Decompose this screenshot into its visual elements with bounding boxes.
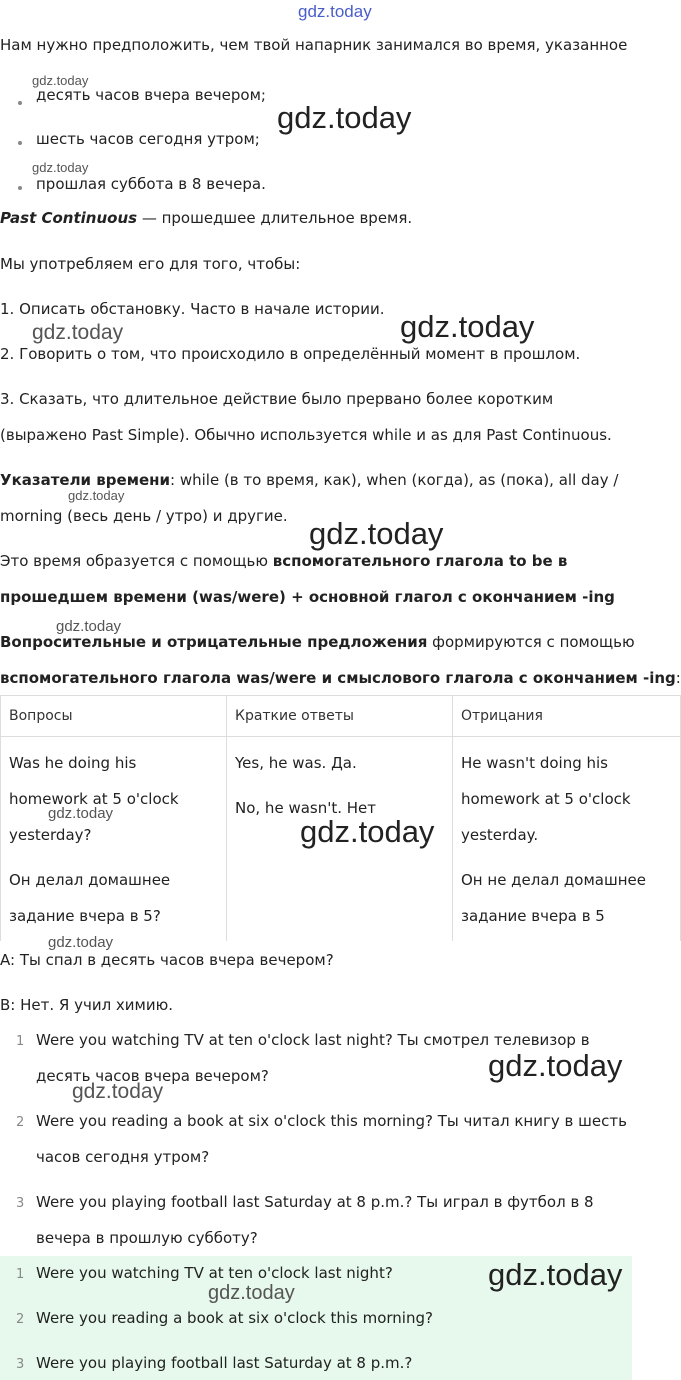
final-answer: Were you playing football last Saturday at 8 p.m.? bbox=[36, 1354, 413, 1372]
table-cell: yesterday. bbox=[461, 826, 539, 844]
dialog-line: B: Нет. Я учил химию. bbox=[0, 996, 174, 1014]
formation-line1 bbox=[0, 552, 567, 570]
intro-text: Нам нужно предположить, чем твой напарник занимался во время, указанное bbox=[0, 36, 628, 54]
watermark-small: gdz.today bbox=[68, 488, 125, 503]
usage-item: 3. Сказать, что длительное действие было прервано более коротким bbox=[0, 390, 554, 408]
watermark-small: gdz.today bbox=[48, 934, 114, 951]
watermark-small: gdz.today bbox=[56, 618, 122, 635]
table-cell: Он делал домашнее bbox=[9, 871, 171, 889]
bullet-icon bbox=[18, 186, 22, 190]
usage-intro: Мы употребляем его для того, чтобы: bbox=[0, 255, 301, 273]
qn-bold-line2: вспомогательного глагола was/were и смыслового глагола с окончанием -ing bbox=[0, 669, 676, 687]
watermark-large: gdz.today bbox=[488, 1048, 623, 1083]
answer-line: Were you watching TV at ten o'clock last night? Ты смотрел телевизор в bbox=[36, 1031, 590, 1049]
answer-line: десять часов вчера вечером? bbox=[36, 1067, 269, 1085]
watermark-small: gdz.today bbox=[32, 321, 124, 344]
list-number: 3 bbox=[16, 1196, 25, 1211]
questions-negatives-line1 bbox=[0, 633, 635, 651]
list-number: 1 bbox=[16, 1267, 25, 1282]
watermark-small: gdz.today bbox=[32, 160, 89, 175]
table-cell: Was he doing his bbox=[9, 754, 137, 772]
watermark-large: gdz.today bbox=[300, 814, 435, 849]
time-item: десять часов вчера вечером; bbox=[36, 86, 266, 104]
time-markers bbox=[0, 471, 618, 489]
watermark-large: gdz.today bbox=[400, 309, 535, 344]
markers-label: Указатели времени bbox=[0, 471, 171, 489]
list-number: 2 bbox=[16, 1312, 25, 1327]
table-cell: задание вчера в 5 bbox=[461, 907, 605, 925]
table-header: Отрицания bbox=[461, 708, 543, 724]
table-cell: задание вчера в 5? bbox=[9, 907, 161, 925]
definition-rest: — прошедшее длительное время. bbox=[137, 209, 413, 227]
qn-bold-start: Вопросительные и отрицательные предложения bbox=[0, 633, 428, 651]
final-answer: Were you watching TV at ten o'clock last night? bbox=[36, 1264, 393, 1282]
table-cell: No, he wasn't. Нет bbox=[235, 799, 377, 817]
table-divider bbox=[452, 695, 453, 941]
formation-line2: прошедшем времени (was/were) + основной глагол с окончанием -ing bbox=[0, 588, 615, 606]
watermark-large: gdz.today bbox=[309, 516, 444, 551]
usage-item: 2. Говорить о том, что происходило в определённый момент в прошлом. bbox=[0, 345, 581, 363]
watermark-large: gdz.today bbox=[277, 100, 412, 135]
bullet-icon bbox=[18, 141, 22, 145]
markers-line2: morning (весь день / утро) и другие. bbox=[0, 507, 288, 525]
table-divider bbox=[226, 695, 227, 941]
definition bbox=[0, 209, 412, 227]
formation-prefix: Это время образуется с помощью bbox=[0, 552, 273, 570]
final-answer: Were you reading a book at six o'clock this morning? bbox=[36, 1309, 433, 1327]
watermark-small: gdz.today bbox=[208, 1282, 295, 1304]
answer-line: вечера в прошлую субботу? bbox=[36, 1229, 258, 1247]
answer-line: Were you reading a book at six o'clock this morning? Ты читал книгу в шесть bbox=[36, 1112, 627, 1130]
watermark-small: gdz.today bbox=[48, 805, 114, 822]
watermark-small: gdz.today bbox=[32, 73, 89, 88]
answer-line: Were you playing football last Saturday at 8 p.m.? Ты играл в футбол в 8 bbox=[36, 1193, 594, 1211]
list-number: 1 bbox=[16, 1034, 25, 1049]
definition-term: Past Continuous bbox=[0, 209, 138, 227]
table-header: Вопросы bbox=[9, 708, 73, 724]
watermark-top: gdz.today bbox=[298, 2, 372, 21]
questions-negatives-line2 bbox=[0, 669, 681, 687]
list-number: 3 bbox=[16, 1357, 25, 1372]
table-cell: Он не делал домашнее bbox=[461, 871, 646, 889]
table-header: Краткие ответы bbox=[235, 708, 354, 724]
qn-normal: формируются с помощью bbox=[427, 633, 635, 651]
qn-colon: : bbox=[675, 669, 681, 687]
list-number: 2 bbox=[16, 1115, 25, 1130]
markers-line1: : while (в то время, как), when (когда), as (пока), all day / bbox=[170, 471, 619, 489]
answer-line: часов сегодня утром? bbox=[36, 1148, 210, 1166]
table-cell: Yes, he was. Да. bbox=[235, 754, 357, 772]
watermark-small: gdz.today bbox=[72, 1080, 164, 1103]
usage-item: (выражено Past Simple). Обычно используется while и as для Past Continuous. bbox=[0, 426, 612, 444]
usage-item: 1. Описать обстановку. Часто в начале истории. bbox=[0, 300, 385, 318]
table-cell: yesterday? bbox=[9, 826, 92, 844]
watermark-large: gdz.today bbox=[488, 1257, 623, 1292]
table-cell: He wasn't doing his bbox=[461, 754, 608, 772]
time-item: прошлая суббота в 8 вечера. bbox=[36, 175, 266, 193]
dialog-line: A: Ты спал в десять часов вчера вечером? bbox=[0, 951, 334, 969]
bullet-icon bbox=[18, 101, 22, 105]
table-cell: homework at 5 o'clock bbox=[9, 790, 179, 808]
time-item: шесть часов сегодня утром; bbox=[36, 130, 260, 148]
table-cell: homework at 5 o'clock bbox=[461, 790, 631, 808]
formation-bold1: вспомогательного глагола to be в bbox=[272, 552, 568, 570]
